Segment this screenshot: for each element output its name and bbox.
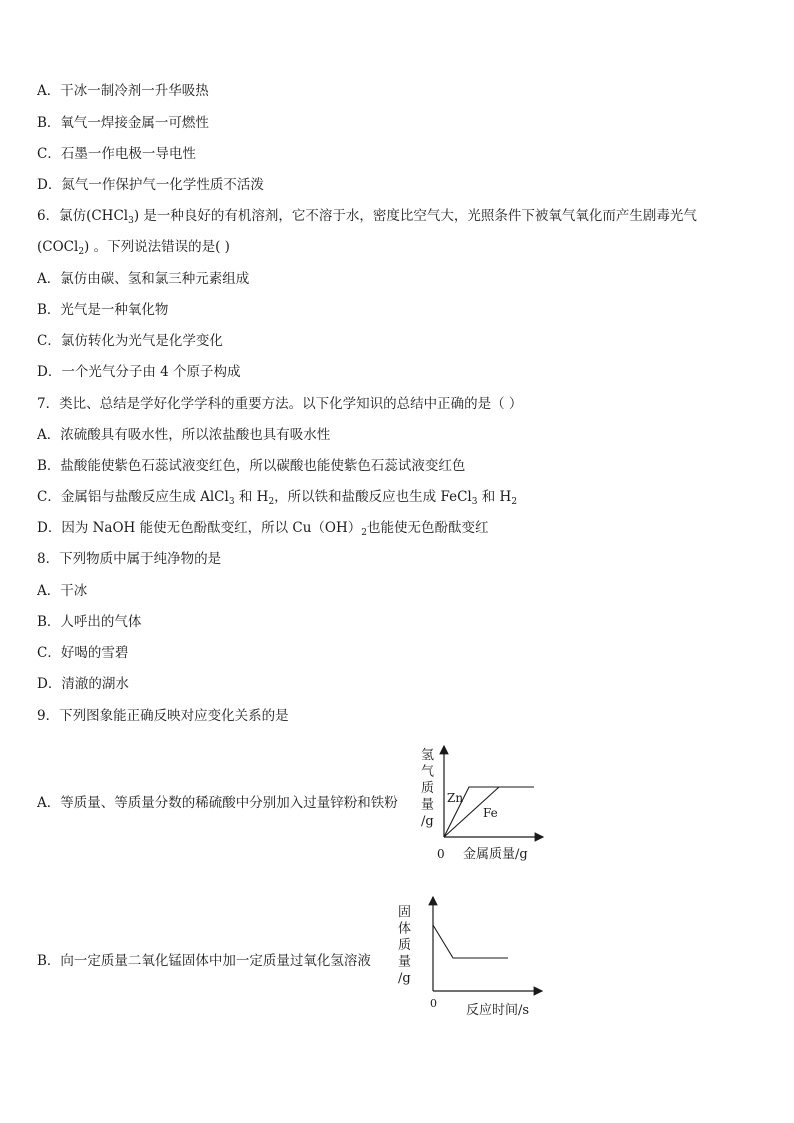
origin-label: 0 — [430, 997, 437, 1010]
series-line — [433, 925, 508, 958]
q8-option-b: B．人呼出的气体 — [37, 614, 142, 630]
series-group — [433, 925, 508, 958]
subscript: 3 — [128, 216, 134, 226]
subscript: 3 — [228, 497, 235, 507]
q6-stem-text: ) 是一种良好的有机溶剂，它不溶于水，密度比空气大，光照条件下被氧气氧化而产生剧毒光气 — [133, 208, 697, 224]
subscript: 2 — [511, 497, 518, 507]
q6-stem-text: 6．氯仿(CHCl — [37, 208, 129, 224]
y-axis-label-char: /g — [398, 971, 411, 986]
series-group — [444, 787, 534, 837]
q7-option-c-text: ，所以铁和盐酸反应也生成 FeCl — [274, 489, 472, 505]
subscript: 3 — [471, 497, 478, 507]
q8-option-a: A．干冰 — [37, 583, 88, 599]
y-axis-label-char: 质 — [398, 938, 412, 953]
y-axis-label — [398, 905, 411, 986]
q8-option-d: D．清澈的湖水 — [37, 676, 129, 692]
series-label: Fe — [483, 806, 498, 820]
q9-option-a: A．等质量、等质量分数的稀硫酸中分别加入过量锌粉和铁粉 — [37, 795, 398, 811]
y-axis-label-char: /g — [421, 814, 434, 829]
q7-option-c-text: C．金属铝与盐酸反应生成 AlCl — [37, 489, 229, 505]
origin-label: 0 — [437, 847, 445, 861]
q6-option-c: C．氯仿转化为光气是化学变化 — [37, 333, 223, 349]
q6-option-b: B．光气是一种氧化物 — [37, 302, 169, 318]
q7-option-c-text: 和 H — [477, 489, 512, 505]
subscript: 2 — [78, 247, 85, 257]
q7-option-d — [37, 519, 489, 537]
q7-option-d-text: 也能使无色酚酞变红 — [367, 520, 489, 536]
q8-stem: 8．下列物质中属于纯净物的是 — [37, 551, 222, 567]
q5-option-d: D．氮气一作保护气一化学性质不活泼 — [37, 177, 264, 193]
chart-b-solid-mass — [390, 893, 550, 1021]
q6-stem-text: ) 。下列说法错误的是( ) — [84, 239, 230, 255]
q7-option-c — [37, 488, 517, 506]
q9-stem: 9．下列图象能正确反映对应变化关系的是 — [37, 708, 289, 724]
subscript: 2 — [361, 528, 367, 538]
x-axis-label: 反应时间/s — [466, 1003, 530, 1018]
q9-option-b: B．向一定质量二氧化锰固体中加一定质量过氧化氢溶液 — [37, 953, 371, 969]
q7-option-d-text: D．因为 NaOH 能使无色酚酞变红，所以 Cu（OH） — [37, 520, 362, 536]
y-axis-label — [421, 748, 434, 829]
q7-option-c-text: 和 H — [234, 489, 269, 505]
y-axis-label-char: 氢 — [421, 748, 435, 763]
q6-stem-text: (COCl — [37, 239, 79, 255]
q7-option-b: B．盐酸能使紫色石蕊试液变红色，所以碳酸也能使紫色石蕊试液变红色 — [37, 458, 466, 474]
q5-option-b: B．氧气一焊接金属一可燃性 — [37, 115, 209, 131]
y-axis-label-char: 量 — [421, 797, 435, 813]
q7-stem: 7．类比、总结是学好化学学科的重要方法。以下化学知识的总结中正确的是（ ） — [37, 396, 523, 412]
q5-option-a: A．干冰一制冷剂一升华吸热 — [37, 83, 209, 99]
subscript: 2 — [268, 497, 275, 507]
series-label: Zn — [447, 791, 464, 805]
q6-option-d: D．一个光气分子由 4 个原子构成 — [37, 364, 241, 380]
y-axis-label-char: 固 — [398, 905, 412, 920]
q6-stem-line2 — [37, 238, 230, 256]
q8-option-c: C．好喝的雪碧 — [37, 645, 129, 661]
y-axis-label-char: 气 — [421, 764, 435, 780]
q6-stem-line1 — [37, 207, 697, 225]
q6-option-a: A．氯仿由碳、氢和氯三种元素组成 — [37, 271, 250, 287]
y-axis-label-char: 量 — [398, 954, 412, 970]
y-axis-label-char: 质 — [421, 781, 435, 796]
y-axis-label-char: 体 — [398, 921, 412, 937]
chart-a-hydrogen-mass — [410, 740, 550, 865]
q7-option-a: A．浓硫酸具有吸水性，所以浓盐酸也具有吸水性 — [37, 427, 331, 443]
x-axis-label: 金属质量/g — [463, 847, 528, 862]
q5-option-c: C．石墨一作电极一导电性 — [37, 146, 196, 162]
